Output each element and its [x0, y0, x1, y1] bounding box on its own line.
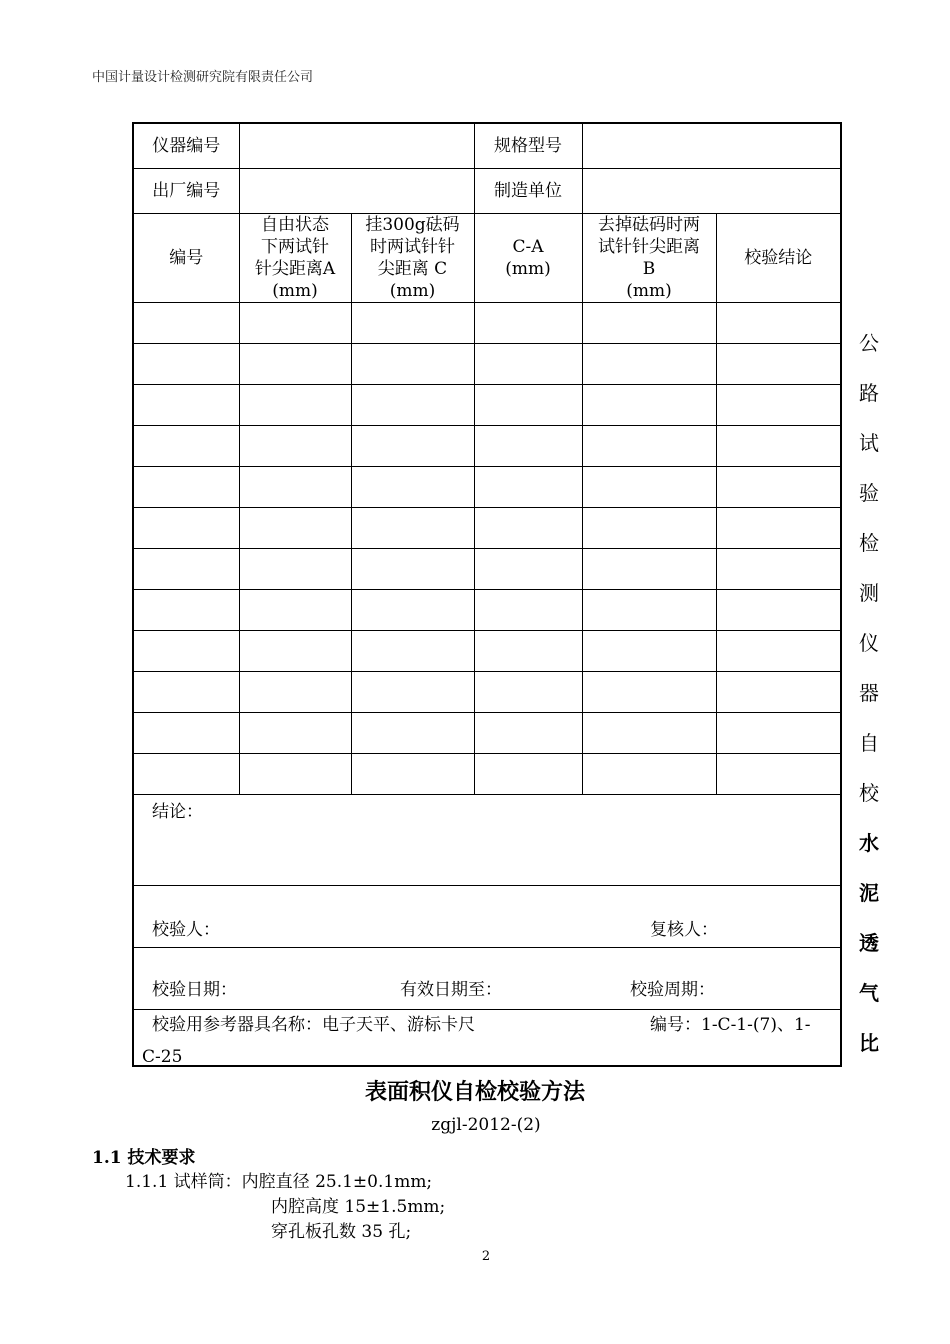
data-cell[interactable] [474, 384, 582, 425]
data-cell[interactable] [239, 589, 351, 630]
data-cell[interactable] [133, 343, 239, 384]
data-row [133, 712, 841, 753]
col-header-line: (mm) [389, 280, 436, 301]
data-cell[interactable] [133, 507, 239, 548]
maker-label: 制造单位 [474, 168, 582, 213]
side-title-char: 公 [859, 331, 879, 355]
data-cell[interactable] [239, 671, 351, 712]
page-number: 2 [481, 1249, 491, 1264]
side-title-char-bold: 透 [859, 931, 879, 955]
reference-row [133, 1009, 841, 1066]
data-cell[interactable] [239, 630, 351, 671]
data-cell[interactable] [351, 548, 474, 589]
calibration-form-table [132, 122, 842, 1067]
side-title-char: 验 [859, 481, 879, 505]
data-cell[interactable] [239, 384, 351, 425]
data-cell[interactable] [716, 753, 841, 794]
data-cell[interactable] [582, 712, 716, 753]
data-cell[interactable] [474, 507, 582, 548]
data-cell[interactable] [351, 384, 474, 425]
conclusion-label: 结论： [152, 801, 203, 822]
instrument-no-label: 仪器编号 [133, 123, 239, 168]
spec-value[interactable] [582, 123, 841, 168]
instrument-info-row [133, 123, 841, 168]
data-cell[interactable] [133, 753, 239, 794]
conclusion-row [133, 794, 841, 885]
side-title-char: 自 [859, 731, 879, 755]
data-cell[interactable] [239, 712, 351, 753]
reference-instruments: 校验用参考器具名称：电子天平、游标卡尺 [152, 1014, 475, 1035]
date-row [133, 947, 841, 1009]
data-cell[interactable] [239, 548, 351, 589]
reference-cell [133, 1009, 841, 1066]
col-header-line: 自由状态 [261, 214, 329, 235]
side-title-char: 仪 [859, 631, 879, 655]
data-cell[interactable] [582, 630, 716, 671]
reference-code-continued: C-25 [142, 1046, 183, 1066]
data-cell[interactable] [133, 425, 239, 466]
data-cell[interactable] [474, 671, 582, 712]
data-cell[interactable] [133, 630, 239, 671]
side-title-char: 路 [859, 381, 879, 405]
data-cell[interactable] [582, 753, 716, 794]
side-title-char: 校 [859, 781, 879, 805]
data-cell[interactable] [351, 589, 474, 630]
side-title-char-bold: 泥 [859, 881, 879, 905]
data-cell[interactable] [351, 302, 474, 343]
signature-row [133, 885, 841, 947]
col-header-line: 试针针尖距离 [598, 236, 700, 257]
column-header-row [133, 213, 841, 302]
factory-info-row [133, 168, 841, 213]
data-cell[interactable] [716, 384, 841, 425]
side-title-char: 试 [859, 431, 879, 455]
signature-cell [133, 885, 841, 947]
document-code: zgjl-2012-(2) [431, 1115, 541, 1135]
data-cell[interactable] [133, 384, 239, 425]
data-row [133, 425, 841, 466]
data-cell[interactable] [716, 548, 841, 589]
data-cell[interactable] [474, 466, 582, 507]
company-header: 中国计量设计检测研究院有限责任公司 [92, 70, 314, 85]
data-cell[interactable] [582, 343, 716, 384]
data-row [133, 384, 841, 425]
document-title: 表面积仪自检校验方法 [364, 1080, 585, 1105]
conclusion-cell[interactable] [133, 794, 841, 885]
data-row [133, 302, 841, 343]
data-cell[interactable] [474, 548, 582, 589]
data-cell[interactable] [474, 753, 582, 794]
col-header-line: (mm) [626, 280, 672, 301]
data-cell[interactable] [716, 671, 841, 712]
data-cell[interactable] [582, 507, 716, 548]
data-row [133, 343, 841, 384]
data-cell[interactable] [351, 753, 474, 794]
data-cell[interactable] [716, 343, 841, 384]
date-label: 校验日期： [152, 979, 237, 1000]
data-cell[interactable] [474, 425, 582, 466]
spec-label: 规格型号 [474, 123, 582, 168]
col-header-no [133, 213, 239, 302]
inspector-label: 校验人： [152, 919, 220, 940]
data-row [133, 753, 841, 794]
data-cell[interactable] [133, 548, 239, 589]
data-cell[interactable] [351, 466, 474, 507]
data-cell[interactable] [582, 302, 716, 343]
data-cell[interactable] [474, 302, 582, 343]
col-header-line: (mm) [272, 280, 318, 301]
reviewer-label: 复核人： [650, 919, 718, 940]
data-cell[interactable] [582, 384, 716, 425]
data-cell[interactable] [239, 507, 351, 548]
col-header-line: 编号 [169, 247, 204, 268]
data-cell[interactable] [351, 343, 474, 384]
spec-line-2: 内腔高度 15±1.5mm; [271, 1197, 446, 1217]
col-header-line: C-A [512, 236, 544, 257]
data-cell[interactable] [351, 425, 474, 466]
col-header-distance-b [582, 213, 716, 302]
data-cell[interactable] [351, 671, 474, 712]
data-row [133, 507, 841, 548]
data-row [133, 671, 841, 712]
data-cell[interactable] [133, 712, 239, 753]
factory-no-label: 出厂编号 [133, 168, 239, 213]
data-cell[interactable] [716, 425, 841, 466]
data-cell[interactable] [239, 466, 351, 507]
data-cell[interactable] [474, 589, 582, 630]
reference-code: 编号：1-C-1-(7)、1- [650, 1014, 811, 1035]
data-cell[interactable] [239, 302, 351, 343]
data-row [133, 466, 841, 507]
col-header-conclusion [716, 213, 841, 302]
col-header-distance-c [351, 213, 474, 302]
period-label: 校验周期： [630, 979, 715, 1000]
data-cell[interactable] [239, 753, 351, 794]
data-cell[interactable] [582, 466, 716, 507]
data-cell[interactable] [716, 589, 841, 630]
data-cell[interactable] [474, 712, 582, 753]
side-title-char: 检 [859, 531, 879, 555]
side-vertical-title [854, 318, 884, 1068]
col-header-line: 校验结论 [744, 247, 813, 268]
instrument-no-value[interactable] [239, 123, 474, 168]
spec-line-3: 穿孔板孔数 35 孔; [271, 1222, 412, 1242]
data-cell[interactable] [239, 425, 351, 466]
data-cell[interactable] [133, 466, 239, 507]
data-cell[interactable] [239, 343, 351, 384]
col-header-distance-a [239, 213, 351, 302]
data-cell[interactable] [351, 507, 474, 548]
data-cell[interactable] [133, 671, 239, 712]
col-header-line: (mm) [505, 258, 551, 279]
side-title-char-bold: 比 [859, 1031, 879, 1055]
data-cell[interactable] [582, 671, 716, 712]
col-header-line: B [642, 258, 656, 279]
col-header-line: 挂300g砝码 [365, 214, 460, 235]
col-header-c-minus-a [474, 213, 582, 302]
data-cell[interactable] [133, 589, 239, 630]
data-cell[interactable] [716, 302, 841, 343]
maker-value[interactable] [582, 168, 841, 213]
side-title-char: 测 [859, 581, 879, 605]
side-title-char-bold: 气 [859, 981, 879, 1005]
section-heading: 1.1 技术要求 [92, 1148, 196, 1168]
data-row [133, 589, 841, 630]
data-row [133, 630, 841, 671]
data-row [133, 548, 841, 589]
data-cell[interactable] [474, 630, 582, 671]
factory-no-value[interactable] [239, 168, 474, 213]
data-cell[interactable] [716, 507, 841, 548]
data-cell[interactable] [582, 425, 716, 466]
data-cell[interactable] [582, 548, 716, 589]
col-header-line: 针尖距离A [254, 258, 336, 279]
data-cell[interactable] [474, 343, 582, 384]
data-cell[interactable] [133, 302, 239, 343]
valid-until-label: 有效日期至： [400, 979, 502, 1000]
side-title-char: 器 [859, 681, 879, 705]
col-header-line: 去掉砝码时两 [598, 214, 700, 235]
data-cell[interactable] [716, 630, 841, 671]
col-header-line: 下两试针 [261, 236, 329, 257]
col-header-line: 尖距离 C [377, 258, 448, 279]
data-cell[interactable] [716, 712, 841, 753]
spec-line-1: 1.1.1 试样筒：内腔直径 25.1±0.1mm; [125, 1172, 433, 1192]
side-title-char-bold: 水 [859, 831, 879, 855]
date-cell [133, 947, 841, 1009]
data-cell[interactable] [716, 466, 841, 507]
data-cell[interactable] [351, 630, 474, 671]
col-header-line: 时两试针针 [370, 236, 455, 257]
data-cell[interactable] [582, 589, 716, 630]
data-cell[interactable] [351, 712, 474, 753]
